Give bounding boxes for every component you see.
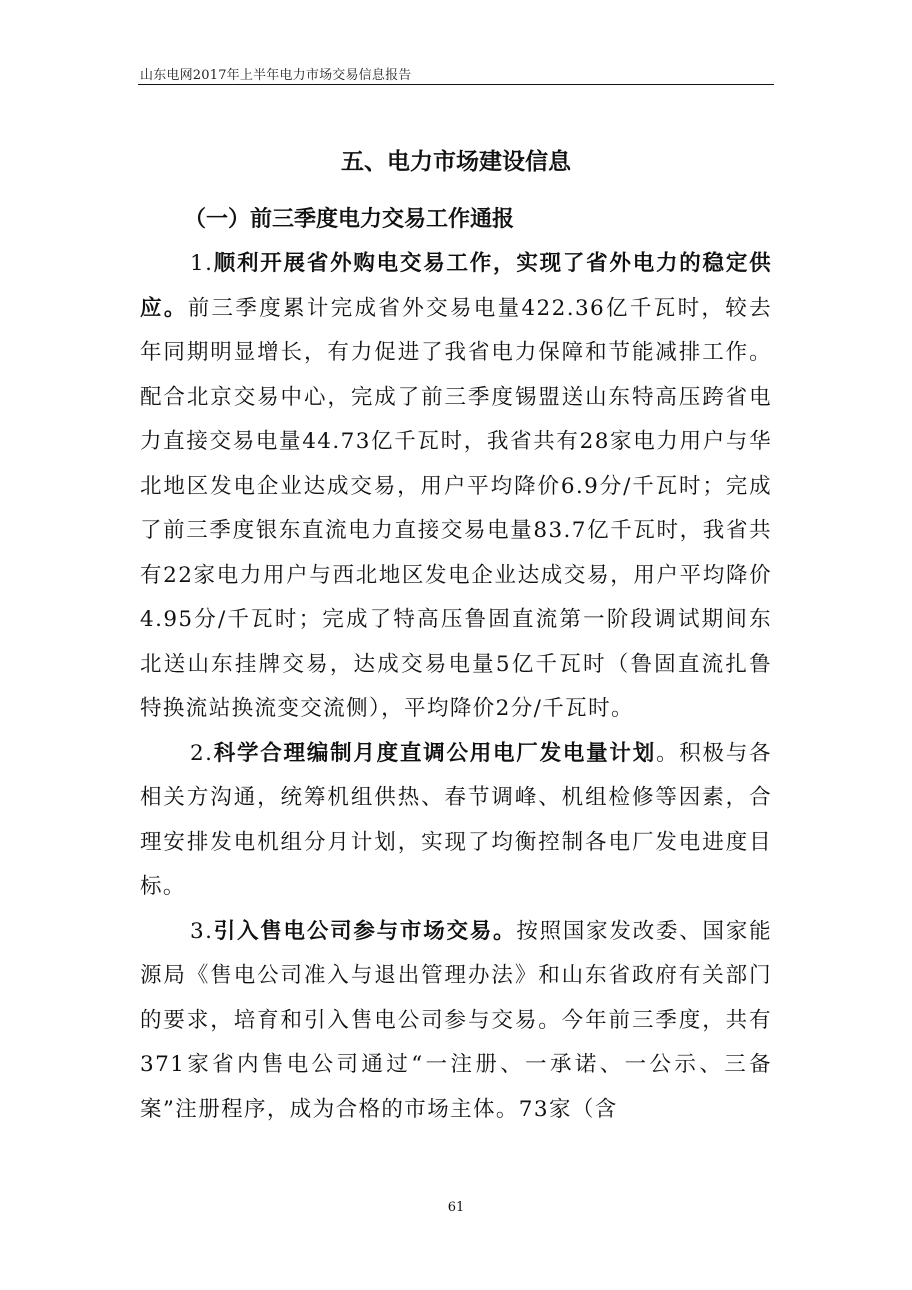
paragraph-2-lead: 2. bbox=[190, 740, 214, 766]
paragraph-2 bbox=[140, 732, 772, 910]
paragraph-1-lead: 1. bbox=[190, 251, 214, 276]
document-body bbox=[140, 140, 772, 1132]
paragraph-3-heading: 引入售电公司参与市场交易。 bbox=[213, 918, 517, 944]
paragraph-2-heading: 科学合理编制月度直调公用电厂发电量计划 bbox=[213, 740, 656, 766]
paragraph-3-body: 按照国家发改委、国家能源局《售电公司准入与退出管理办法》和山东省政府有关部门的要求，培育和引入售电公司参与交易。今年前三季度，共有371家省内售电公司通过“一注册、一承诺、一公示、三备案”注册程序，成为合格的市场主体。73家（含 bbox=[140, 918, 773, 1122]
paragraph-1 bbox=[140, 242, 772, 732]
paragraph-3-lead: 3. bbox=[190, 918, 214, 944]
paragraph-1-body: 前三季度累计完成省外交易电量422.36亿千瓦时，较去年同期明显增长，有力促进了我省电力保障和节能减排工作。配合北京交易中心，完成了前三季度锡盟送山东特高压跨省电力直接交易电量44.73亿千瓦时，我省共有28家电力用户与华北地区发电企业达成交易，用户平均降价6.9分/千瓦时；完成了前三季度银东直流电力直接交易电量83.7亿千瓦时，我省共有22家电力用户与西北地区发电企业达成交易，用户平均降价4.95分/千瓦时；完成了特高压鲁固直流第一阶段调试期间东北送山东挂牌交易，达成交易电量5亿千瓦时（鲁固直流扎鲁特换流站换流变交流侧），平均降价2分/千瓦时。 bbox=[140, 295, 772, 721]
paragraph-1-heading: 顺利开展省外购电交易工作，实现了省外电力的稳定供应。 bbox=[140, 251, 772, 321]
page-header: 山东电网2017年上半年电力市场交易信息报告 bbox=[140, 68, 412, 83]
page-number: 61 bbox=[447, 1200, 465, 1215]
paragraph-3 bbox=[140, 910, 772, 1133]
paragraph-2-body: 。积极与各相关方沟通，统筹机组供热、春节调峰、机组检修等因素，合理安排发电机组分月计划，实现了均衡控制各电厂发电进度目标。 bbox=[140, 740, 772, 899]
subsection-title: （一）前三季度电力交易工作通报 bbox=[184, 207, 515, 232]
section-title: 五、电力市场建设信息 bbox=[341, 149, 571, 175]
header-rule bbox=[138, 84, 774, 85]
